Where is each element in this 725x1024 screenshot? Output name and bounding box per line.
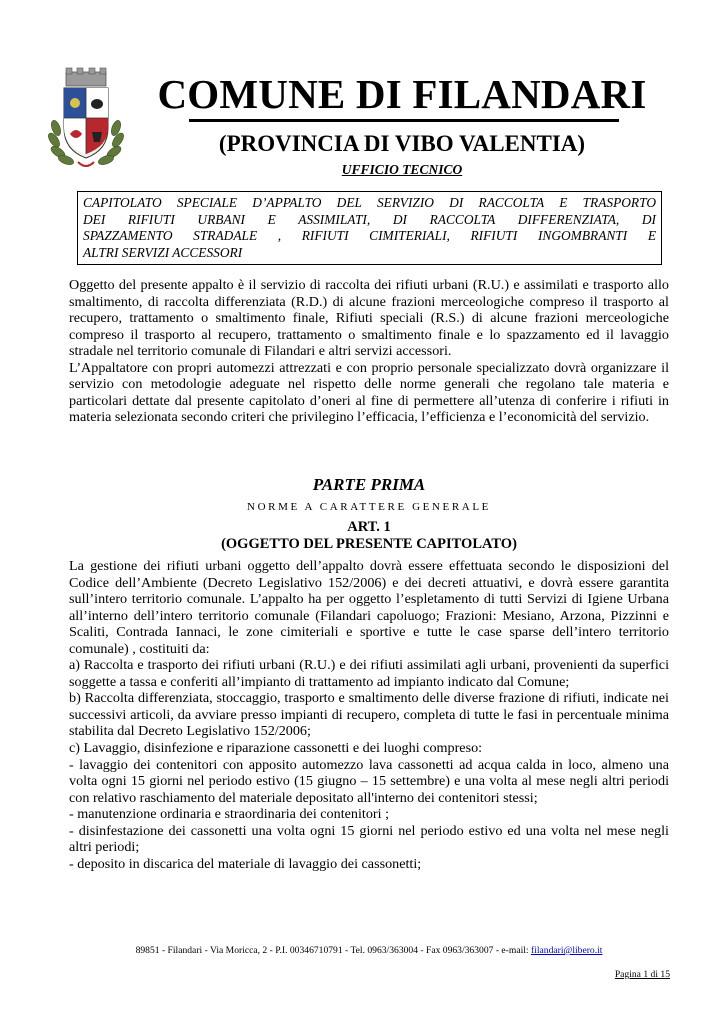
part-subtitle: NORME A CARATTERE GENERALE xyxy=(247,501,491,513)
subject-line: ALTRI SERVIZI ACCESSORI xyxy=(83,244,243,260)
intro-paragraph: L’Appaltatore con propri automezzi attrezzati e con proprio personale specializzato dovrà organizzare il servizio con metodologie adeguate nel rispetto delle norme generali che regolano tale materia e particolari dettate dal presente capitolato d’oneri al fine di permettere all’utenza di conferire i rifiuti in materia selezionata secondo criteri che privilegino l’efficacia, l’efficienza e l’economicità del servizio. xyxy=(69,359,669,426)
article-paragraph: - disinfestazione dei cassonetti una volta ogni 15 giorni nel periodo estivo ed una volta nel mese negli altri periodi; xyxy=(69,822,669,856)
page-title: COMUNE DI FILANDARI xyxy=(157,71,647,117)
article-paragraph: - deposito in discarica del materiale di lavaggio dei cassonetti; xyxy=(69,855,422,872)
article-title: (OGGETTO DEL PRESENTE CAPITOLATO) xyxy=(221,536,517,552)
footer-contact xyxy=(69,945,669,956)
email-link[interactable]: filandari@libero.it xyxy=(530,945,603,956)
article-paragraph: a) Raccolta e trasporto dei rifiuti urbani (R.U.) e dei rifiuti assimilati agli urbani, provenienti da superfici soggette a tassa e conferiti all’impianto di trattamento ad impianto indicato dal Comune; xyxy=(69,657,669,690)
intro-paragraph: Oggetto del presente appalto è il servizio di raccolta dei rifiuti urbani (R.U.) e assimilati e trasporto allo smaltimento, di raccolta differenziata (R.D.) di alcune frazioni merceologiche compreso il trasporto al recupero, trattamento o smaltimento finale, Rifiuti speciali (R.S.) di alcune frazioni merceologiche compreso il trasporto al recupero, trattamento o smaltimento finale e lo spazzamento ed il lavaggio stradale nel territorio comunale di Filandari e altri servizi accessori. xyxy=(69,277,669,360)
intro-section xyxy=(69,277,669,426)
article-paragraph: c) Lavaggio, disinfezione e riparazione cassonetti e dei luoghi compreso: xyxy=(69,740,483,757)
subject-line: SPAZZAMENTO STRADALE , RIFIUTI CIMITERIALI, RIFIUTI INGOMBRANTI E xyxy=(83,228,656,244)
article-paragraph: - lavaggio dei contenitori con apposito automezzo lava cassonetti ad acqua calda in loco, almeno una volta ogni 15 giorni nel periodo estivo (15 giugno – 15 settembre) e una volta al mese negli altri periodi con relativo raschiamento del materiale depositato all'interno dei contenitori stessi; xyxy=(69,756,669,806)
document-subject-box xyxy=(77,191,662,265)
article-number: ART. 1 xyxy=(347,519,391,535)
footer-address: 89851 - Filandari - Via Moricca, 2 - P.I. 00346710791 - Tel. 0963/363004 - Fax 0963/363007 - e-mail: xyxy=(135,945,531,956)
page-number: Pagina 1 di 15 xyxy=(614,969,670,980)
subject-line: CAPITOLATO SPECIALE D’APPALTO DEL SERVIZIO DI RACCOLTA E TRASPORTO xyxy=(83,195,656,210)
article-body xyxy=(69,558,669,872)
province-subtitle: (PROVINCIA DI VIBO VALENTIA) xyxy=(218,131,586,156)
office-label: UFFICIO TECNICO xyxy=(341,162,463,177)
article-paragraph: b) Raccolta differenziata, stoccaggio, trasporto e smaltimento delle diverse frazione di rifiuti, indicate nei successivi articoli, da avviare presso impianti di recupero, completa di tutte le fasi in percentuale minima stabilita dal Decreto Legislativo 152/2006; xyxy=(69,690,669,740)
part-title: PARTE PRIMA xyxy=(312,475,426,494)
article-paragraph: La gestione dei rifiuti urbani oggetto dell’appalto dovrà essere effettuata secondo le disposizioni del Codice dell’Ambiente (Decreto Legislativo 152/2006) e dei decreti attuativi, e dovrà essere garantita sull’intero territorio comunale. L’appalto ha per oggetto l’espletamento di tutti Servizi di Igiene Urbana all’interno dell’intero territorio comunale (Filandari capoluogo; Frazioni: Mesiano, Arzona, Pizzinni e Scaliti, Contrada Iannaci, le zone cimiteriali e sportive e tutte le case sparse dell’intero territorio comunale) , costituiti da: xyxy=(69,558,669,657)
article-paragraph: - manutenzione ordinaria e straordinaria dei contenitori ; xyxy=(69,806,390,823)
coat-of-arms-icon xyxy=(48,66,124,170)
title-underline xyxy=(189,119,619,122)
subject-line: DEI RIFIUTI URBANI E ASSIMILATI, DI RACCOLTA DIFFERENZIATA, DI xyxy=(83,211,656,227)
